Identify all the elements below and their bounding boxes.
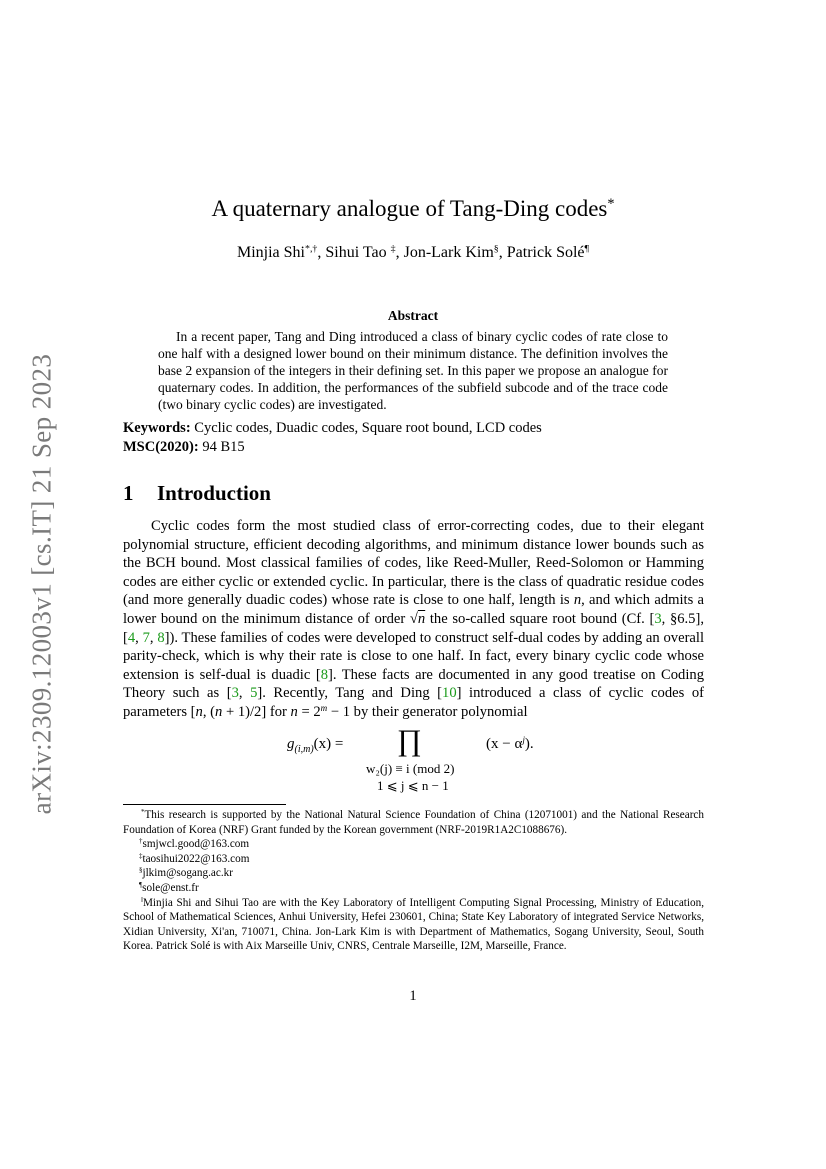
footnote-email: †smjwcl.good@163.com <box>139 837 250 851</box>
citation-link[interactable]: 7 <box>142 629 150 646</box>
section-number: 1 <box>123 481 134 505</box>
author-name: Minjia Shi <box>236 244 305 261</box>
msc-value: 94 B15 <box>202 439 245 455</box>
title-footnote-mark: * <box>607 196 615 213</box>
footnote-email: ¶sole@enst.fr <box>139 881 199 894</box>
equation-rhs: $(x - \alpha^j)$. <box>486 735 534 752</box>
introduction-paragraph: Cyclic codes form the most studied class of error-correcting codes, due to their elegant polynomial structure, efficient decoding algorithms, and minimum distance lower bounds such as the BCH bound. Most classical families of codes, like Reed-Muller, Reed-Solomon or Hamming codes are either cyclic or extended cyclic. In particular, there is the class of quadratic residue codes (and more generally duadic codes) whose rate is close to one half, length is n, and which admits a lower bound on the minimum distance of order √n the so-called square root bound (Cf. [3, §6.5], [4, 7, 8]). These families of codes were developed to construct self-dual codes by adding an overall parity-check, which is why their rate is close to one half. In fact, every binary cyclic code whose extension is self-dual is duadic [8]. These facts are documented in any good treatise on Coding Theory such as [3, 5]. Recently, Tang and Ding [10] introduced a class of cyclic codes of parameters [n, (n + 1)/2] for $n = 2^m - 1$ by their generator polynomial <box>123 518 705 720</box>
paper-title <box>0 196 826 222</box>
footnote-email: ‡taosihui2022@163.com <box>139 851 250 865</box>
citation-link[interactable]: 3 <box>231 685 239 702</box>
sqrt-symbol: √ <box>409 610 418 627</box>
citation-link[interactable]: 10 <box>442 685 457 702</box>
citation-link[interactable]: 3 <box>654 610 662 627</box>
citation-link[interactable]: 8 <box>157 629 165 646</box>
msc-line <box>123 439 245 456</box>
citation-link[interactable]: 4 <box>127 629 136 646</box>
footnote-email: §jlkim@sogang.ac.kr <box>139 866 233 880</box>
page-number: 1 <box>409 988 417 1004</box>
footnotes <box>123 808 704 954</box>
citation-link[interactable]: 5 <box>250 685 258 702</box>
keywords-line <box>123 420 542 437</box>
author-marks: *,† <box>304 243 318 255</box>
generator-polynomial-equation <box>0 724 826 800</box>
equation-lhs: $g_{(i,m)}(x)$ = <box>287 736 344 755</box>
author-marks: ‡ <box>390 243 396 255</box>
msc-label: MSC(2020): <box>123 439 199 455</box>
author-name: Jon-Lark Kim <box>403 244 494 261</box>
abstract-text: In a recent paper, Tang and Ding introduced a class of binary cyclic codes of rate close to one half with a designed lower bound on their minimum distance. The definition involves the base 2 expansion of the integers in their defining set. In this paper we propose an analogue for quaternary codes. In addition, the performances of the subfield subcode and of the trace code (two binary cyclic codes) are investigated. <box>158 329 668 412</box>
author-marks: ¶ <box>584 243 590 255</box>
keywords-value: Cyclic codes, Duadic codes, Square root bound, LCD codes <box>194 420 542 436</box>
arxiv-stamp-text: arXiv:2309.12003v1 [cs.IT] 21 Sep 2023 <box>26 353 57 815</box>
author-marks: § <box>493 243 499 255</box>
abstract-heading: Abstract <box>387 308 439 323</box>
section-title: Introduction <box>157 481 271 505</box>
product-range: 1 ⩽ j ⩽ n − 1 <box>377 778 449 793</box>
author-name: Patrick Solé <box>506 244 585 261</box>
keywords-label: Keywords: <box>123 420 191 436</box>
footnote-rule <box>123 804 286 805</box>
footnote-affiliations: ‖Minjia Shi and Sihui Tao are with the Key Laboratory of Intelligent Computing Signal Processing, Ministry of Education, School of Mathematical Sciences, Anhui University, Hefei 230601, China; State Key Laboratory of integrated Service Networks, Xidian University, Xi'an, 710071, China. Jon-Lark Kim is with Department of Mathematics, Sogang University, Seoul, South Korea. Patrick Solé is with Aix Marseille Univ, CNRS, Centrale Marseille, I2M, Marseille, France. <box>123 895 704 953</box>
product-condition: w₂(j) ≡ i (mod 2) <box>366 761 455 776</box>
paper-title-text: A quaternary analogue of Tang-Ding codes <box>211 196 608 221</box>
section-heading <box>123 481 271 506</box>
author-list: Minjia Shi*,†, Sihui Tao ‡, Jon-Lark Kim§, Patrick Solé¶ <box>236 243 590 261</box>
product-symbol: ∏ <box>397 724 422 757</box>
footnote-funding: *This research is supported by the National Natural Science Foundation of China (12071001) and the National Research Foundation of Korea (NRF) Grant funded by the Korean government (NRF-2019R1A2C1088676). <box>123 808 704 836</box>
citation-link[interactable]: 8 <box>320 666 328 683</box>
author-name: Sihui Tao <box>325 244 387 261</box>
